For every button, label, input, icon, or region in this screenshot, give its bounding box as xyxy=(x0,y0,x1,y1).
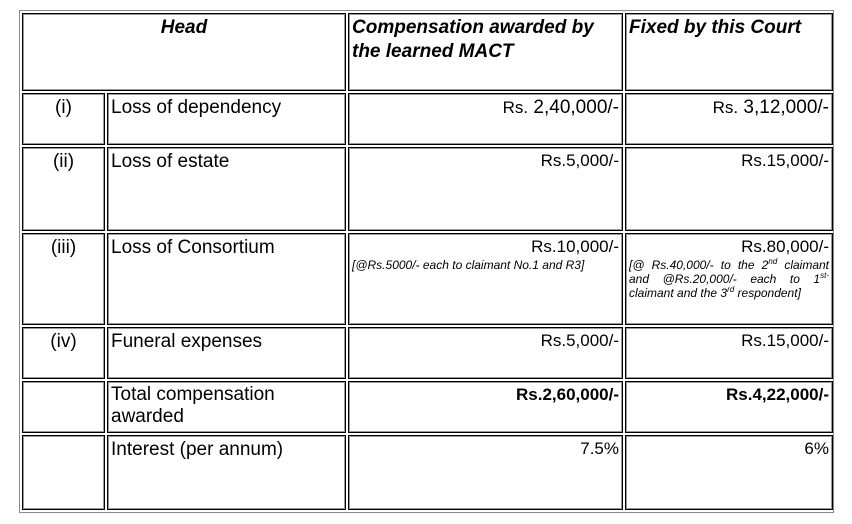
row-head: Loss of Consortium xyxy=(107,233,346,325)
row-number: (iv) xyxy=(22,327,105,379)
interest-court: 6% xyxy=(625,435,833,510)
row-number: (i) xyxy=(22,93,105,145)
row-court-amount: Rs.15,000/- xyxy=(625,327,833,379)
total-head: Total compensation awarded xyxy=(107,381,346,433)
row-court-amount: Rs.15,000/- xyxy=(625,147,833,231)
row-court-amount xyxy=(625,233,833,325)
mact-prefix: Rs. xyxy=(502,98,529,117)
header-head: Head xyxy=(22,13,346,91)
row-head: Funeral expenses xyxy=(107,327,346,379)
interest-mact: 7.5% xyxy=(348,435,623,510)
total-court: Rs.4,22,000/- xyxy=(625,381,833,433)
court-value: 3,12,000/- xyxy=(743,97,829,118)
interest-head: Interest (per annum) xyxy=(107,435,346,510)
row-mact-amount xyxy=(348,233,623,325)
row-mact-amount: Rs.5,000/- xyxy=(348,147,623,231)
compensation-table xyxy=(19,10,834,513)
total-mact: Rs.2,60,000/- xyxy=(348,381,623,433)
mact-amount: Rs.10,000/- xyxy=(531,237,619,256)
row-mact-amount xyxy=(348,93,623,145)
header-mact: Compensation awarded by the learned MACT xyxy=(348,13,623,91)
row-mact-amount: Rs.5,000/- xyxy=(348,327,623,379)
row-number: (iii) xyxy=(22,233,105,325)
header-court: Fixed by this Court xyxy=(625,13,833,91)
row-head: Loss of estate xyxy=(107,147,346,231)
row-number xyxy=(22,381,105,433)
row-number: (ii) xyxy=(22,147,105,231)
court-note: [@ Rs.40,000/- to the 2nd claimant and @Rs.20,000/- each to $1^{st-}$ claimant and the 3rd respondent] xyxy=(629,257,829,300)
court-amount: Rs.80,000/- xyxy=(741,237,829,256)
mact-value: 2,40,000/- xyxy=(533,97,619,118)
row-number xyxy=(22,435,105,510)
row-court-amount xyxy=(625,93,833,145)
row-head: Loss of dependency xyxy=(107,93,346,145)
mact-note: [@Rs.5000/- each to claimant No.1 and R3] xyxy=(352,258,585,272)
court-prefix: Rs. xyxy=(712,98,739,117)
